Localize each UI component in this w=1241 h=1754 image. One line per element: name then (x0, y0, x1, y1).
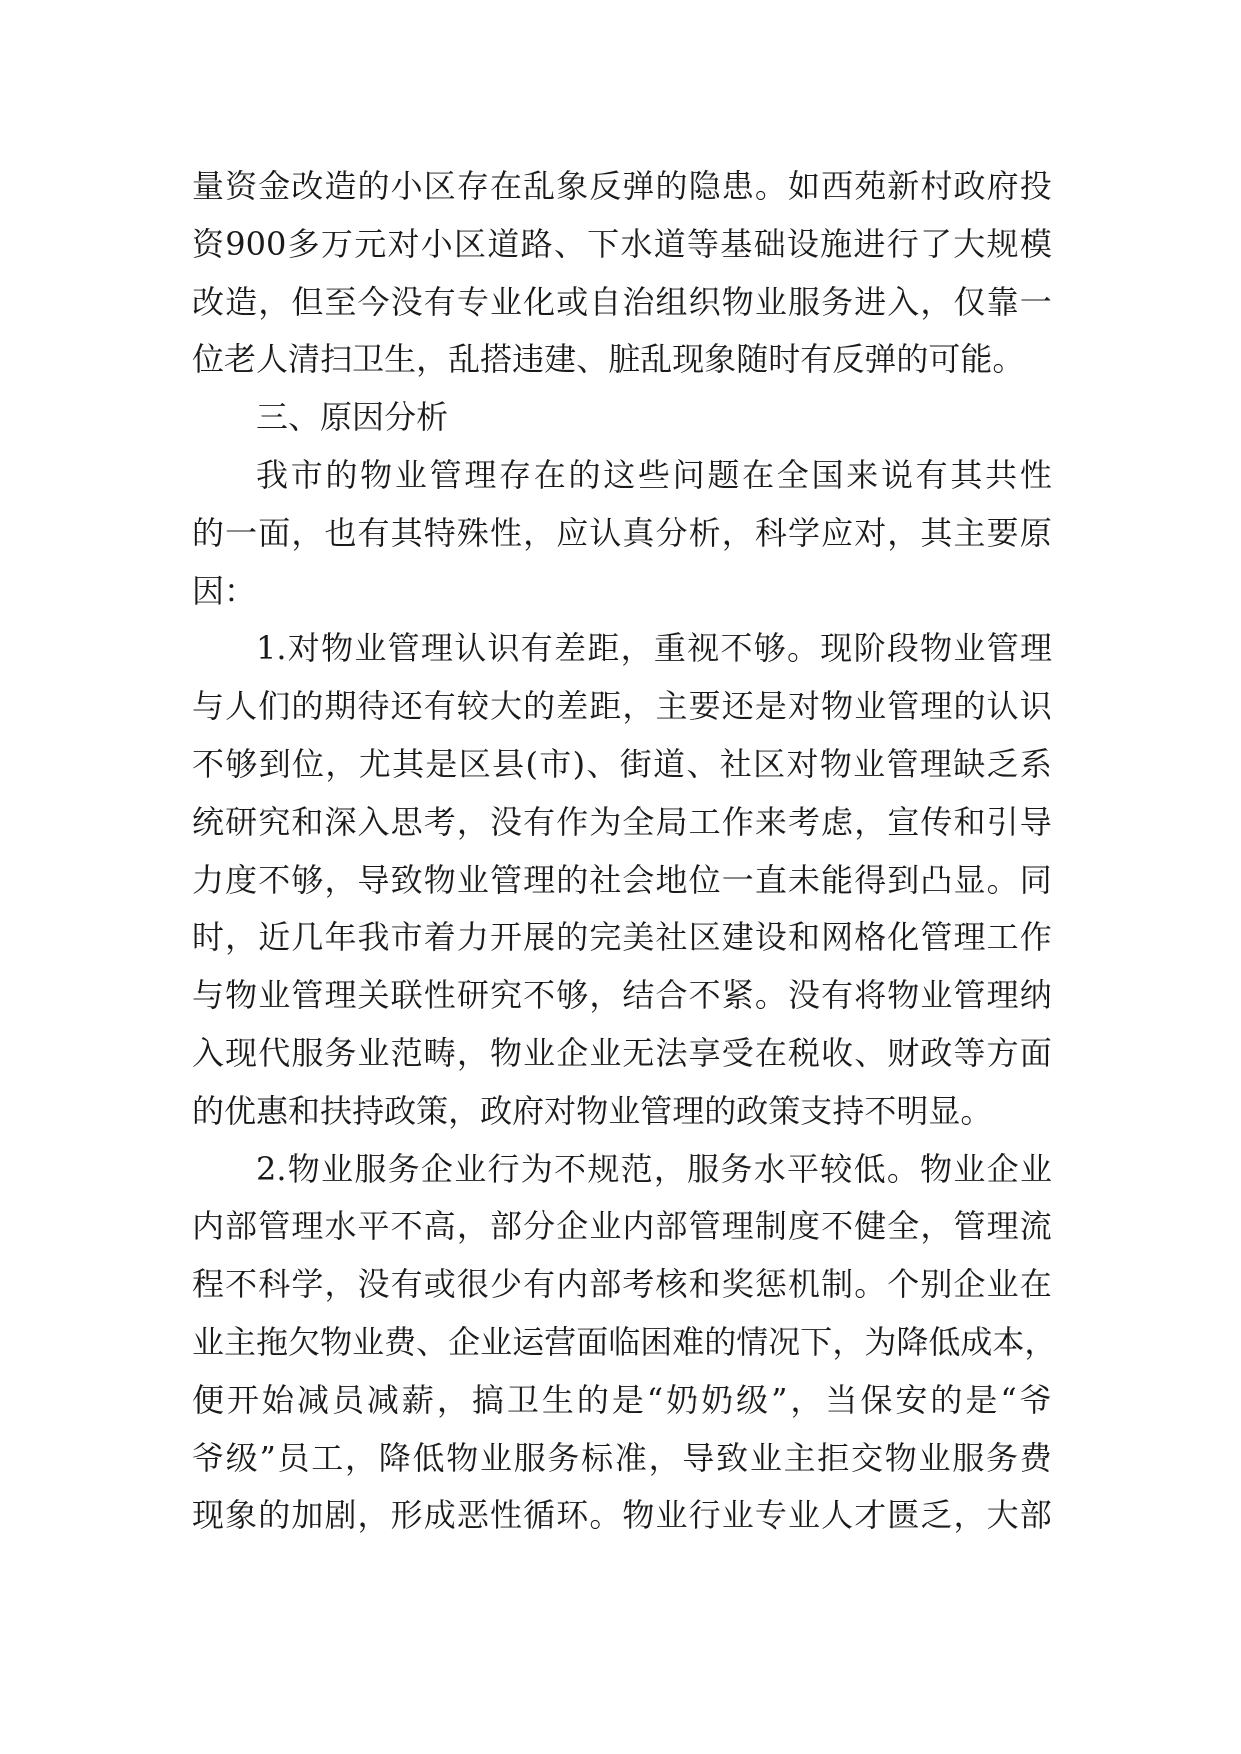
text-line: 现 象 的 加 剧 ， 形 成 恶 性 循 环 。 物 业 行 业 专 业 人 才 匮 乏 ， 大 部 (192, 1496, 1052, 1535)
text-line: 的 一 面 ， 也 有 其 特 殊 性 ， 应 认 真 分 析 ， 科 学 应 对 ， 其 主 要 原 (192, 513, 1052, 552)
text-line: 不 够 到 位 ， 尤 其 是 区 县 ( 市 ) 、 街 道 、 社 区 对 物 业 管 理 缺 乏 系 (192, 744, 1052, 783)
text-line: 改 造 ， 但 至 今 没 有 专 业 化 或 自 治 组 织 物 业 服 务 进 入 ， 仅 靠 一 (192, 282, 1052, 321)
text-line: 力 度 不 够 ， 导 致 物 业 管 理 的 社 会 地 位 一 直 未 能 得 到 凸 显 。 同 (192, 860, 1052, 899)
text-line: 入 现 代 服 务 业 范 畴 ， 物 业 企 业 无 法 享 受 在 税 收 、 财 政 等 方 面 (192, 1033, 1052, 1072)
text-line: 与 人 们 的 期 待 还 有 较 大 的 差 距 ， 主 要 还 是 对 物 业 管 理 的 认 识 (192, 687, 1052, 726)
text-line: 因 ： (192, 571, 257, 610)
text-line: 程 不 科 学 ， 没 有 或 很 少 有 内 部 考 核 和 奖 惩 机 制 。 个 别 企 业 在 (192, 1265, 1052, 1304)
text-line: 时 ， 近 几 年 我 市 着 力 开 展 的 完 美 社 区 建 设 和 网 格 化 管 理 工 作 (192, 918, 1052, 957)
text-line: 2. 物 业 服 务 企 业 行 为 不 规 范 ， 服 务 水 平 较 低 。 物 业 企 业 (256, 1149, 1052, 1188)
text-line: 三 、 原 因 分 析 (256, 398, 449, 437)
text-line: 爷 级 ” 员 工 ， 降 低 物 业 服 务 标 准 ， 导 致 业 主 拒 交 物 业 服 务 费 (192, 1438, 1052, 1477)
text-line: 内 部 管 理 水 平 不 高 ， 部 分 企 业 内 部 管 理 制 度 不 健 全 ， 管 理 流 (192, 1207, 1052, 1246)
text-line: 便 开 始 减 员 减 薪 ， 搞 卫 生 的 是 “ 奶 奶 级 ” ， 当 保 安 的 是 “ 爷 (192, 1380, 1052, 1419)
text-line: 位 老 人 清 扫 卫 生 ， 乱 搭 违 建 、 脏 乱 现 象 随 时 有 反 弹 的 可 能 。 (192, 340, 1025, 379)
text-line: 1. 对 物 业 管 理 认 识 有 差 距 ， 重 视 不 够 。 现 阶 段 物 业 管 理 (256, 629, 1052, 668)
text-line: 统 研 究 和 深 入 思 考 ， 没 有 作 为 全 局 工 作 来 考 虑 ， 宣 传 和 引 导 (192, 802, 1052, 841)
text-line: 资 900 多 万 元 对 小 区 道 路 、 下 水 道 等 基 础 设 施 进 行 了 大 规 模 (192, 224, 1052, 263)
text-line: 量 资 金 改 造 的 小 区 存 在 乱 象 反 弹 的 隐 患 。 如 西 苑 新 村 政 府 投 (192, 167, 1052, 205)
text-line: 的 优 惠 和 扶 持 政 策 ， 政 府 对 物 业 管 理 的 政 策 支 持 不 明 显 。 (192, 1091, 993, 1130)
text-line: 业 主 拖 欠 物 业 费 、 企 业 运 营 面 临 困 难 的 情 况 下 ， 为 降 低 成 本 ， (192, 1322, 1057, 1361)
body-text (192, 158, 1057, 1545)
text-line: 我 市 的 物 业 管 理 存 在 的 这 些 问 题 在 全 国 来 说 有 其 共 性 (256, 455, 1052, 494)
text-line: 与 物 业 管 理 关 联 性 研 究 不 够 ， 结 合 不 紧 。 没 有 将 物 业 管 理 纳 (192, 976, 1052, 1015)
